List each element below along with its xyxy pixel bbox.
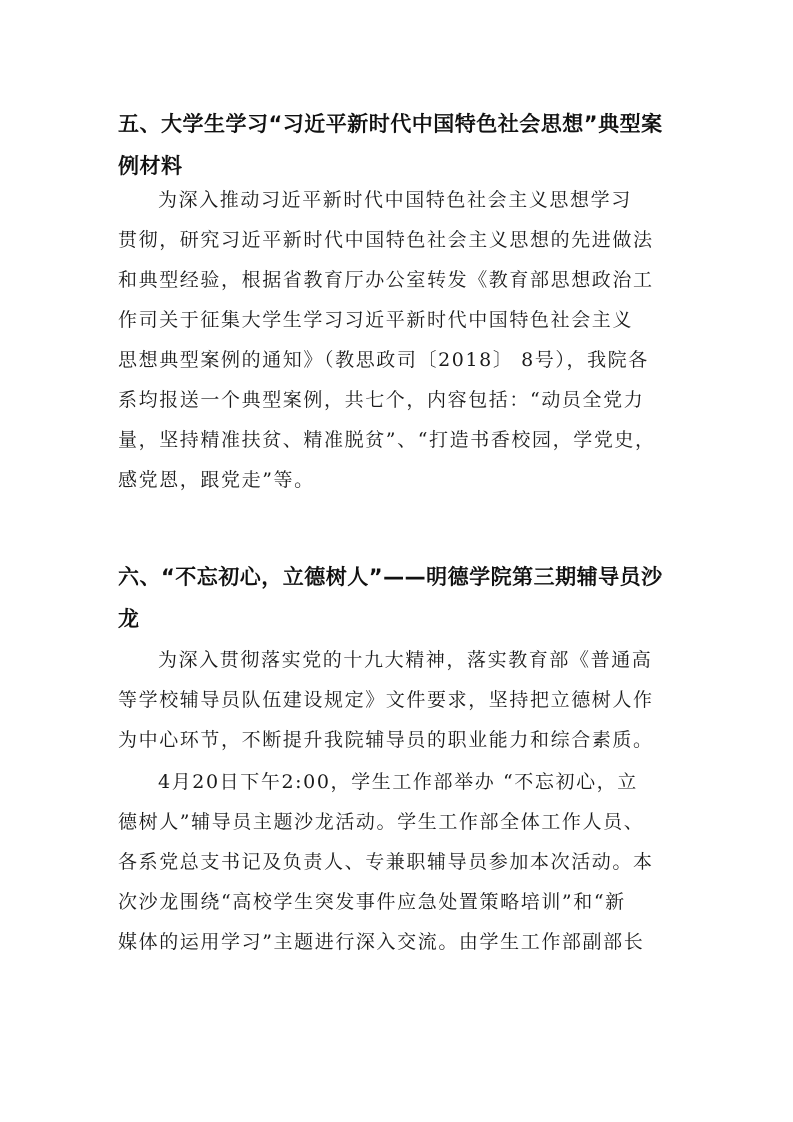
paragraph-line: 4月20日下午2:00，学生工作部举办 “不忘初心，立 (158, 771, 638, 793)
heading-line: 五、大学生学习“习近平新时代中国特色社会思想”典型案 (118, 112, 663, 136)
section6-heading (118, 556, 678, 640)
paragraph-line: 贯彻，研究习近平新时代中国特色社会主义思想的先进做法 (118, 229, 654, 251)
heading-line: 六、“不忘初心，立德树人”——明德学院第三期辅导员沙 (118, 565, 663, 589)
paragraph-line: 感党恩，跟党走”等。 (118, 469, 315, 491)
section5-heading (118, 103, 678, 187)
paragraph-line: 为深入贯彻落实党的十九大精神，落实教育部《普通高 (158, 649, 653, 671)
paragraph-line: 为深入推动习近平新时代中国特色社会主义思想学习 (158, 189, 632, 211)
paragraph-line: 等学校辅导员队伍建设规定》文件要求，坚持把立德树人作 (118, 689, 654, 711)
heading-line: 龙 (118, 607, 140, 631)
heading-line: 例材料 (118, 154, 183, 178)
paragraph-line: 为中心环节，不断提升我院辅导员的职业能力和综合素质。 (118, 729, 654, 751)
paragraph-line: 思想典型案例的通知》（教思政司〔2018〕 8号），我院各 (118, 349, 649, 371)
section6-paragraph-1 (118, 640, 678, 760)
paragraph-line: 作司关于征集大学生学习习近平新时代中国特色社会主义 (118, 309, 634, 331)
section5-paragraph (118, 180, 678, 500)
paragraph-line: 德树人”辅导员主题沙龙活动。学生工作部全体工作人员、 (118, 811, 645, 833)
paragraph-line: 量，坚持精准扶贫、精准脱贫”、“打造书香校园，学党史， (118, 429, 656, 451)
section6-paragraph-2 (118, 762, 678, 962)
paragraph-line: 次沙龙围绕“高校学生突发事件应急处置策略培训”和“新 (118, 891, 626, 913)
paragraph-line: 系均报送一个典型案例，共七个，内容包括：“动员全党力 (118, 389, 645, 411)
paragraph-line: 和典型经验，根据省教育厅办公室转发《教育部思想政治工 (118, 269, 654, 291)
paragraph-line: 各系党总支书记及负责人、专兼职辅导员参加本次活动。本 (118, 851, 654, 873)
paragraph-line: 媒体的运用学习”主题进行深入交流。由学生工作部副部长 (118, 931, 645, 953)
